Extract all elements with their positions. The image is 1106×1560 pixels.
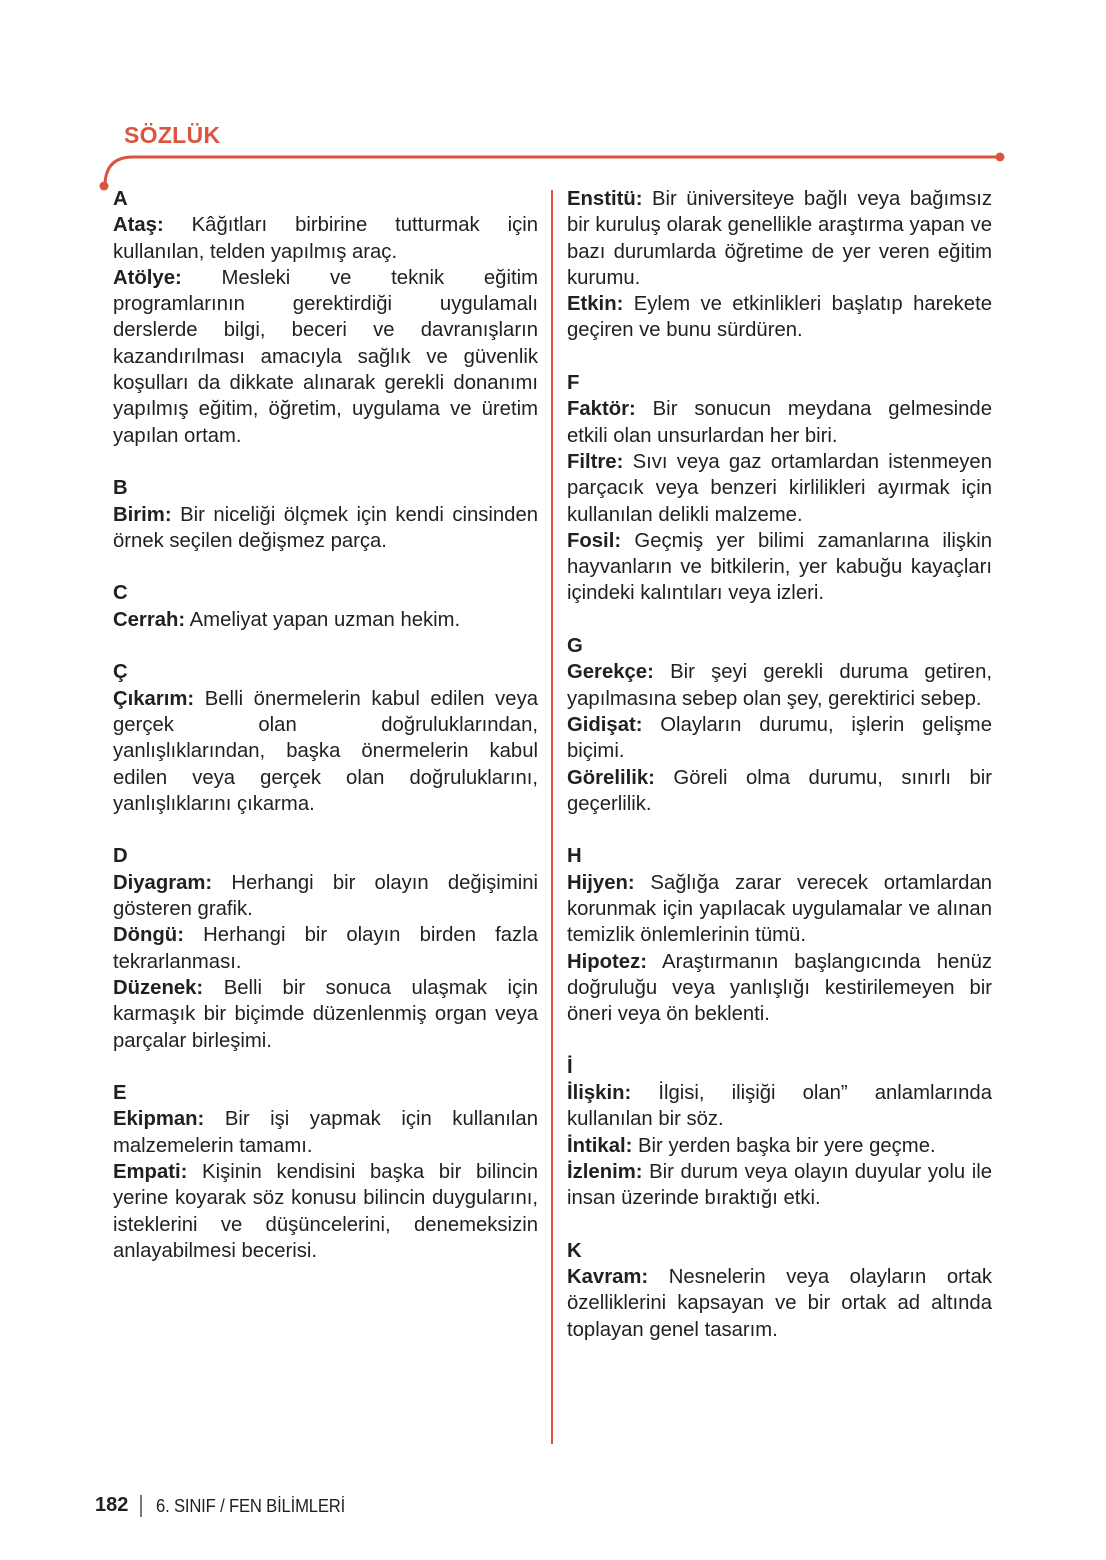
entry-definition: Bir yerden başka bir yere geçme. — [638, 1134, 936, 1157]
footer-book-title: 6. SINIF / FEN BİLİMLERİ — [156, 1494, 346, 1516]
entry-definition: Göreli olma durumu, sınırlı bir geçerlilik. — [567, 766, 992, 815]
glossary-entry — [567, 1159, 992, 1212]
header-rule — [0, 0, 1106, 200]
entry-definition: İlgisi, ilişiği olan” anlamlarında kullanılan bir söz. — [567, 1082, 992, 1131]
glossary-left-column — [113, 186, 538, 1290]
glossary-entry — [113, 975, 538, 1054]
glossary-entry — [567, 396, 992, 449]
glossary-section — [113, 659, 538, 817]
glossary-section — [113, 475, 538, 554]
glossary-entry — [113, 607, 538, 633]
entry-definition: Herhangi bir olayın değişimini gösteren grafik. — [113, 871, 538, 921]
glossary-section — [113, 843, 538, 1053]
section-letter: D — [113, 845, 128, 868]
entry-term: İzlenim: — [567, 1160, 643, 1183]
glossary-section — [113, 580, 538, 633]
page-number: 182 — [95, 1494, 129, 1516]
entry-definition: Sıvı veya gaz ortamlardan istenmeyen parçacık veya benzeri kirlilikleri ayırmak için kullanılan delikli malzeme. — [567, 450, 992, 526]
entry-definition: Sağlığa zarar verecek ortamlardan korunmak için yapılacak uygulamalar ve alınan temizlik önlemlerinin tümü. — [567, 871, 992, 947]
entry-term: Enstitü: — [567, 188, 643, 210]
entry-term: Hipotez: — [567, 950, 647, 973]
entry-term: Fosil: — [567, 529, 622, 552]
glossary-entry — [567, 1080, 992, 1133]
glossary-right-column — [567, 186, 992, 1369]
glossary-entry — [567, 712, 992, 765]
entry-definition: Bir işi yapmak için kullanılan malzemelerin tamamı. — [113, 1108, 538, 1157]
entry-definition: Olayların durumu, işlerin gelişme biçimi. — [567, 713, 992, 763]
column-divider — [551, 190, 553, 1444]
section-letter: E — [113, 1082, 127, 1105]
entry-term: Ekipman: — [113, 1108, 205, 1131]
glossary-entry — [113, 686, 538, 817]
section-letter: A — [113, 188, 128, 210]
section-letter: İ — [567, 1055, 573, 1078]
glossary-entry — [567, 528, 992, 607]
entry-term: Görelilik: — [567, 766, 655, 789]
glossary-entry — [567, 449, 992, 528]
glossary-section — [113, 1080, 538, 1264]
footer-separator — [140, 1495, 142, 1517]
glossary-entry — [113, 212, 538, 265]
entry-definition: Geçmiş yer bilimi zamanlarına ilişkin hayvanların ve bitkilerin, yer kabuğu kayaçları içindeki kalıntıları veya izleri. — [567, 529, 992, 605]
section-letter: G — [567, 635, 583, 658]
entry-definition: Mesleki ve teknik eğitim programlarının gerektirdiği uygulamalı derslerde bilgi, beceri ve davranışların kazandırılması amacıyla sağlık ve güvenlik koşulları da dikkate alınarak gerekli donanımı yapılmış eğitim, öğretim, uygulama ve üretim yapılan ortam. — [113, 266, 538, 447]
entry-definition: Belli bir sonuca ulaşmak için karmaşık bir biçimde düzenlenmiş organ veya parçalar birleşimi. — [113, 976, 538, 1052]
entry-term: Cerrah: — [113, 608, 186, 631]
entry-term: Diyagram: — [113, 871, 213, 894]
entry-term: Çıkarım: — [113, 687, 195, 710]
entry-definition: Bir durum veya olayın duyular yolu ile insan üzerinde bıraktığı etki. — [567, 1160, 992, 1210]
entry-term: Düzenek: — [113, 976, 204, 999]
section-letter: F — [567, 372, 580, 395]
entry-definition: Kişinin kendisini başka bir bilincin yerine koyarak söz konusu bilincin duygularını, isteklerini ve düşüncelerini, denemeksizin anlayabilmesi becerisi. — [113, 1160, 538, 1262]
entry-term: Birim: — [113, 503, 172, 526]
page-footer — [95, 1494, 366, 1517]
entry-term: Gerekçe: — [567, 661, 654, 684]
section-letter: C — [113, 582, 128, 605]
glossary-entry — [113, 265, 538, 449]
section-letter: B — [113, 477, 128, 500]
entry-term: Etkin: — [567, 293, 624, 316]
glossary-entry — [113, 1159, 538, 1264]
entry-term: Filtre: — [567, 450, 624, 473]
section-letter: H — [567, 845, 582, 868]
glossary-entry — [567, 765, 992, 818]
page-title: SÖZLÜK — [124, 122, 221, 148]
entry-term: Ataş: — [113, 214, 164, 237]
section-letter: K — [567, 1239, 582, 1262]
entry-term: Kavram: — [567, 1266, 649, 1289]
glossary-section — [567, 370, 992, 607]
glossary-entry — [567, 870, 992, 949]
entry-definition: Bir niceliği ölçmek için kendi cinsinden örnek seçilen değişmez parça. — [113, 503, 539, 552]
glossary-section — [567, 1238, 992, 1343]
glossary-section — [567, 1054, 992, 1212]
entry-definition: Bir üniversiteye bağlı veya bağımsız bir kuruluş olarak genellikle araştırma yapan ve bazı durumlarda öğretime de yer veren eğitim kurumu. — [567, 188, 992, 289]
entry-definition: Bir şeyi gerekli duruma getiren, yapılmasına sebep olan şey, gerektirici sebep. — [567, 661, 992, 710]
section-letter: Ç — [113, 661, 128, 684]
glossary-entry — [567, 949, 992, 1028]
entry-term: Faktör: — [567, 398, 636, 421]
glossary-entry — [567, 1133, 992, 1159]
entry-term: İlişkin: — [567, 1082, 632, 1105]
entry-term: İntikal: — [567, 1134, 633, 1157]
entry-definition: Nesnelerin veya olayların ortak özelliklerini kapsayan ve bir ortak ad altında toplayan genel tasarım. — [567, 1266, 992, 1341]
glossary-entry — [567, 186, 992, 291]
entry-definition: Eylem ve etkinlikleri başlatıp harekete geçiren ve bunu sürdüren. — [567, 293, 993, 342]
glossary-entry — [567, 291, 992, 344]
entry-definition: Belli önermelerin kabul edilen veya gerçek olan doğruluklarından, yanlışlıklarından, başka önermelerin kabul edilen veya gerçek olan doğruluklarını, yanlışlıklarını çıkarma. — [113, 687, 538, 815]
entry-definition: Bir sonucun meydana gelmesinde etkili olan unsurlardan her biri. — [567, 398, 992, 447]
entry-definition: Ameliyat yapan uzman hekim. — [189, 608, 461, 631]
entry-term: Döngü: — [113, 924, 184, 947]
glossary-entry — [567, 659, 992, 712]
entry-term: Hijyen: — [567, 871, 635, 894]
glossary-section — [567, 186, 992, 344]
entry-term: Empati: — [113, 1160, 188, 1183]
glossary-entry — [113, 870, 538, 923]
entry-definition: Araştırmanın başlangıcında henüz doğruluğu veya yanlışlığı kestirilemeyen bir öneri veya ön beklenti. — [567, 950, 993, 1026]
glossary-entry — [113, 1106, 538, 1159]
glossary-entry — [113, 502, 538, 555]
entry-definition: Herhangi bir olayın birden fazla tekrarlanması. — [113, 924, 538, 973]
entry-definition: Kâğıtları birbirine tutturmak için kullanılan, telden yapılmış araç. — [113, 214, 539, 263]
glossary-section — [113, 186, 538, 449]
glossary-section — [567, 633, 992, 817]
glossary-section — [567, 843, 992, 1027]
entry-term: Gidişat: — [567, 713, 643, 736]
entry-term: Atölye: — [113, 266, 182, 289]
glossary-entry — [567, 1264, 992, 1343]
glossary-entry — [113, 922, 538, 975]
